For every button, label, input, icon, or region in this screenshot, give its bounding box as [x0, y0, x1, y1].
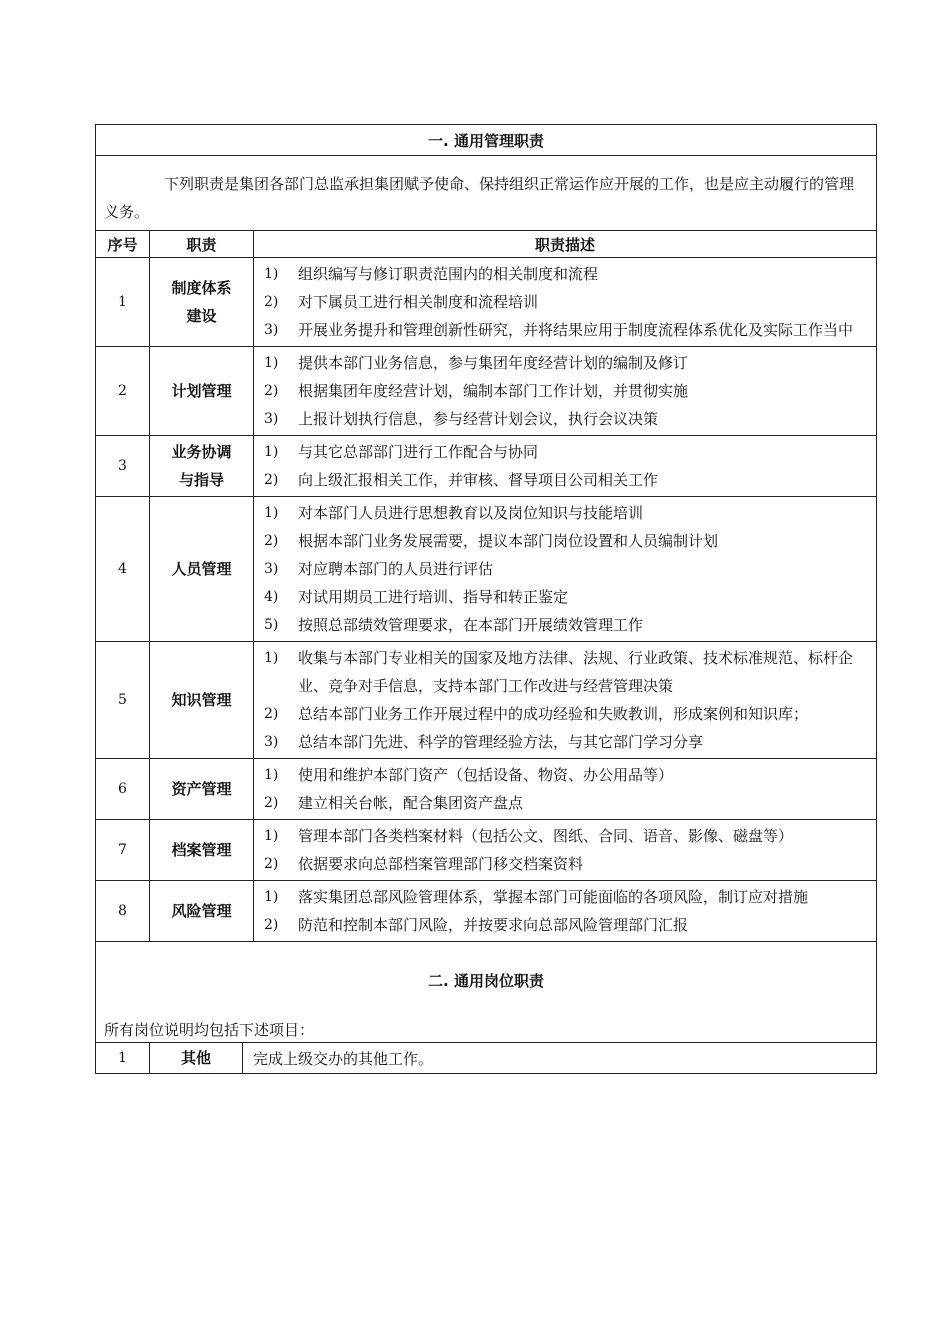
- list-item: [262, 789, 868, 817]
- category-line: 资产管理: [171, 780, 232, 798]
- list-item: [262, 555, 868, 583]
- item-index: 1): [264, 444, 279, 460]
- list-item: [262, 288, 868, 316]
- category-line: 档案管理: [171, 841, 232, 859]
- table-row: [96, 258, 877, 347]
- row-number: 3: [96, 436, 150, 497]
- table-row: [96, 820, 877, 881]
- item-text: 根据集团年度经营计划，编制本部门工作计划，并贯彻实施: [298, 382, 689, 400]
- category-line: 制度体系: [171, 279, 232, 297]
- item-index: 3): [264, 322, 279, 338]
- general-position-table: [95, 941, 877, 1074]
- row-description: [254, 642, 877, 759]
- category-line: 建设: [186, 307, 217, 325]
- item-index: 1): [264, 767, 279, 783]
- list-item: [262, 883, 868, 911]
- header-duty: 职责: [150, 231, 254, 258]
- row-category: [150, 642, 254, 759]
- item-index: 1): [264, 266, 279, 282]
- row-number: 4: [96, 497, 150, 642]
- item-index: 2): [264, 917, 279, 933]
- item-text: 提供本部门业务信息，参与集团年度经营计划的编制及修订: [298, 354, 689, 372]
- item-text: 防范和控制本部门风险，并按要求向总部风险管理部门汇报: [298, 916, 689, 934]
- item-text: 与其它总部部门进行工作配合与协同: [298, 443, 539, 461]
- section2-title: 二. 通用岗位职责: [428, 972, 544, 990]
- item-index: 2): [264, 856, 279, 872]
- item-text: 组织编写与修订职责范围内的相关制度和流程: [298, 265, 599, 283]
- list-item: [262, 850, 868, 878]
- item-text: 落实集团总部风险管理体系，掌握本部门可能面临的各项风险，制订应对措施: [298, 888, 809, 906]
- item-index: 3): [264, 734, 279, 750]
- category-line: 计划管理: [171, 382, 232, 400]
- list-item: [262, 583, 868, 611]
- list-item: [262, 438, 868, 466]
- list-item: [262, 466, 868, 494]
- table-row: [96, 436, 877, 497]
- list-item: [262, 822, 868, 850]
- category-line: 业务协调: [171, 443, 232, 461]
- item-text: 上报计划执行信息，参与经营计划会议，执行会议决策: [298, 410, 659, 428]
- document-page: [95, 124, 876, 1074]
- item-index: 3): [264, 411, 279, 427]
- item-text: 开展业务提升和管理创新性研究，并将结果应用于制度流程体系优化及实际工作当中: [298, 321, 854, 339]
- item-text: 管理本部门各类档案材料（包括公文、图纸、合同、语音、影像、磁盘等）: [298, 827, 794, 845]
- category-line: 知识管理: [171, 691, 232, 709]
- item-text: 收集与本部门专业相关的国家及地方法律、法规、行业政策、技术标准规范、标杆企业、竞争对手信息，支持本部门工作改进与经营管理决策: [298, 649, 854, 695]
- list-item: [262, 377, 868, 405]
- row-description: [254, 759, 877, 820]
- table-row: [96, 497, 877, 642]
- list-item: [262, 349, 868, 377]
- list-item: [262, 911, 868, 939]
- section1-intro: [96, 156, 877, 231]
- item-index: 1): [264, 355, 279, 371]
- table-row: [96, 642, 877, 759]
- row-number: 8: [96, 881, 150, 942]
- item-index: 5): [264, 617, 279, 633]
- list-item: [262, 260, 868, 288]
- item-index: 1): [264, 650, 279, 666]
- responsibility-table: [95, 124, 877, 942]
- item-text: 依据要求向总部档案管理部门移交档案资料: [298, 855, 584, 873]
- list-item: [262, 700, 868, 728]
- item-index: 1): [264, 505, 279, 521]
- header-seq: 序号: [96, 231, 150, 258]
- item-text: 按照总部绩效管理要求，在本部门开展绩效管理工作: [298, 616, 644, 634]
- list-item: [262, 728, 868, 756]
- section2-header: [96, 942, 877, 1043]
- item-index: 2): [264, 472, 279, 488]
- header-desc: 职责描述: [254, 231, 877, 258]
- row-number: 5: [96, 642, 150, 759]
- item-text: 使用和维护本部门资产（包括设备、物资、办公用品等）: [298, 766, 674, 784]
- item-text: 对试用期员工进行培训、指导和转正鉴定: [298, 588, 569, 606]
- list-item: [262, 611, 868, 639]
- category-line: 风险管理: [171, 902, 232, 920]
- row-number: 2: [96, 347, 150, 436]
- item-text: 向上级汇报相关工作，并审核、督导项目公司相关工作: [298, 471, 659, 489]
- item-index: 1): [264, 889, 279, 905]
- section1-title: 一. 通用管理职责: [96, 125, 877, 156]
- row-description: [254, 497, 877, 642]
- item-index: 2): [264, 706, 279, 722]
- item-text: 总结本部门业务工作开展过程中的成功经验和失败教训，形成案例和知识库；: [298, 705, 809, 723]
- row-category: [150, 347, 254, 436]
- item-text: 对应聘本部门的人员进行评估: [298, 560, 494, 578]
- row-category: [150, 436, 254, 497]
- item-text: 建立相关台帐，配合集团资产盘点: [298, 794, 524, 812]
- list-item: [262, 644, 868, 700]
- row-number: 6: [96, 759, 150, 820]
- row-category: [150, 820, 254, 881]
- list-item: [262, 405, 868, 433]
- item-text: 根据本部门业务发展需要，提议本部门岗位设置和人员编制计划: [298, 532, 719, 550]
- list-item: [262, 527, 868, 555]
- row-category: [150, 258, 254, 347]
- table-row: [96, 881, 877, 942]
- list-item: [262, 499, 868, 527]
- section2-subtitle: 所有岗位说明均包括下述项目：: [104, 1021, 315, 1039]
- item-text: 对下属员工进行相关制度和流程培训: [298, 293, 539, 311]
- row-description: [254, 436, 877, 497]
- item-text: 总结本部门先进、科学的管理经验方法，与其它部门学习分享: [298, 733, 704, 751]
- row-description: [254, 258, 877, 347]
- row-category: [150, 759, 254, 820]
- list-item: [262, 761, 868, 789]
- table-row: [96, 347, 877, 436]
- row-number: 1: [96, 258, 150, 347]
- item-index: 1): [264, 828, 279, 844]
- other-row-cat: 其他: [150, 1043, 243, 1074]
- intro-text: 下列职责是集团各部门总监承担集团赋予使命、保持组织正常运作应开展的工作，也是应主动履行的管理义务。: [104, 175, 855, 221]
- row-number: 7: [96, 820, 150, 881]
- item-index: 4): [264, 589, 279, 605]
- row-description: [254, 820, 877, 881]
- item-index: 2): [264, 383, 279, 399]
- row-category: [150, 497, 254, 642]
- category-line: 与指导: [178, 471, 224, 489]
- item-index: 2): [264, 795, 279, 811]
- row-description: [254, 347, 877, 436]
- other-row-num: 1: [96, 1043, 150, 1074]
- list-item: [262, 316, 868, 344]
- item-text: 对本部门人员进行思想教育以及岗位知识与技能培训: [298, 504, 644, 522]
- item-index: 3): [264, 561, 279, 577]
- item-index: 2): [264, 294, 279, 310]
- other-row-text: 完成上级交办的其他工作。: [243, 1043, 877, 1074]
- row-description: [254, 881, 877, 942]
- item-index: 2): [264, 533, 279, 549]
- table-row: [96, 759, 877, 820]
- row-category: [150, 881, 254, 942]
- category-line: 人员管理: [171, 560, 232, 578]
